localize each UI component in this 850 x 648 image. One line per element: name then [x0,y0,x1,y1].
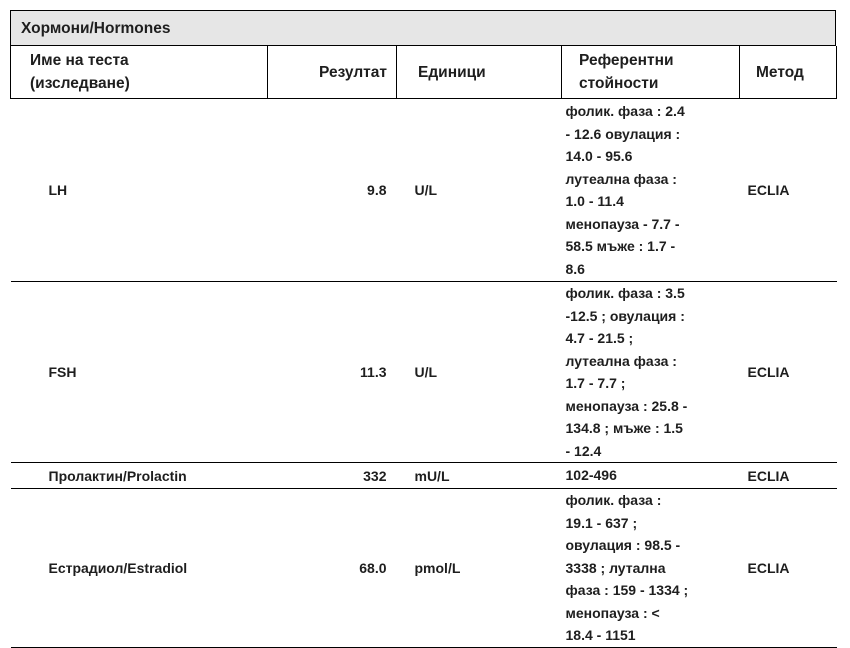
table-header [11,46,837,99]
test-reference: фолик. фаза : 19.1 - 637 ; овулация : 98.5 - 3338 ; лутална фаза : 159 - 1334 ; менопауза : < 18.4 - 1151 [562,489,740,648]
test-units: mU/L [397,463,562,489]
test-method: ECLIA [740,282,837,463]
test-units: U/L [397,99,562,282]
table-row [11,99,837,282]
test-result: 332 [268,463,397,489]
test-reference: фолик. фаза : 2.4 - 12.6 овулация : 14.0 - 95.6 лутеална фаза : 1.0 - 11.4 менопауза - 7.7 - 58.5 мъже : 1.7 - 8.6 [562,99,740,282]
test-result: 68.0 [268,489,397,648]
column-header-method: Метод [740,46,837,99]
test-method: ECLIA [740,489,837,648]
column-header-units: Единици [397,46,562,99]
test-units: U/L [397,282,562,463]
test-units: pmol/L [397,489,562,648]
column-header-reference-label: Референтни стойности [579,52,674,92]
column-header-test-name-label: Име на теста (изследване) [30,52,130,92]
column-header-result: Резултат [268,46,397,99]
header-row [11,46,837,99]
test-method: ECLIA [740,99,837,282]
table-row [11,463,837,489]
test-name: LH [11,99,268,282]
test-name: Пролактин/Prolactin [11,463,268,489]
test-reference: фолик. фаза : 3.5 -12.5 ; овулация : 4.7 - 21.5 ; лутеална фаза : 1.7 - 7.7 ; менопауза : 25.8 - 134.8 ; мъже : 1.5 - 12.4 [562,282,740,463]
test-method: ECLIA [740,463,837,489]
test-name: FSH [11,282,268,463]
test-reference: 102-496 [562,463,740,489]
test-result: 9.8 [268,99,397,282]
test-name: Естрадиол/Estradiol [11,489,268,648]
column-header-test-name [11,46,268,99]
column-header-reference [562,46,740,99]
table-row [11,282,837,463]
section-title: Хормони/Hormones [10,10,836,46]
table-row [11,489,837,648]
table-body [11,99,837,648]
test-result: 11.3 [268,282,397,463]
hormones-table [10,46,837,648]
